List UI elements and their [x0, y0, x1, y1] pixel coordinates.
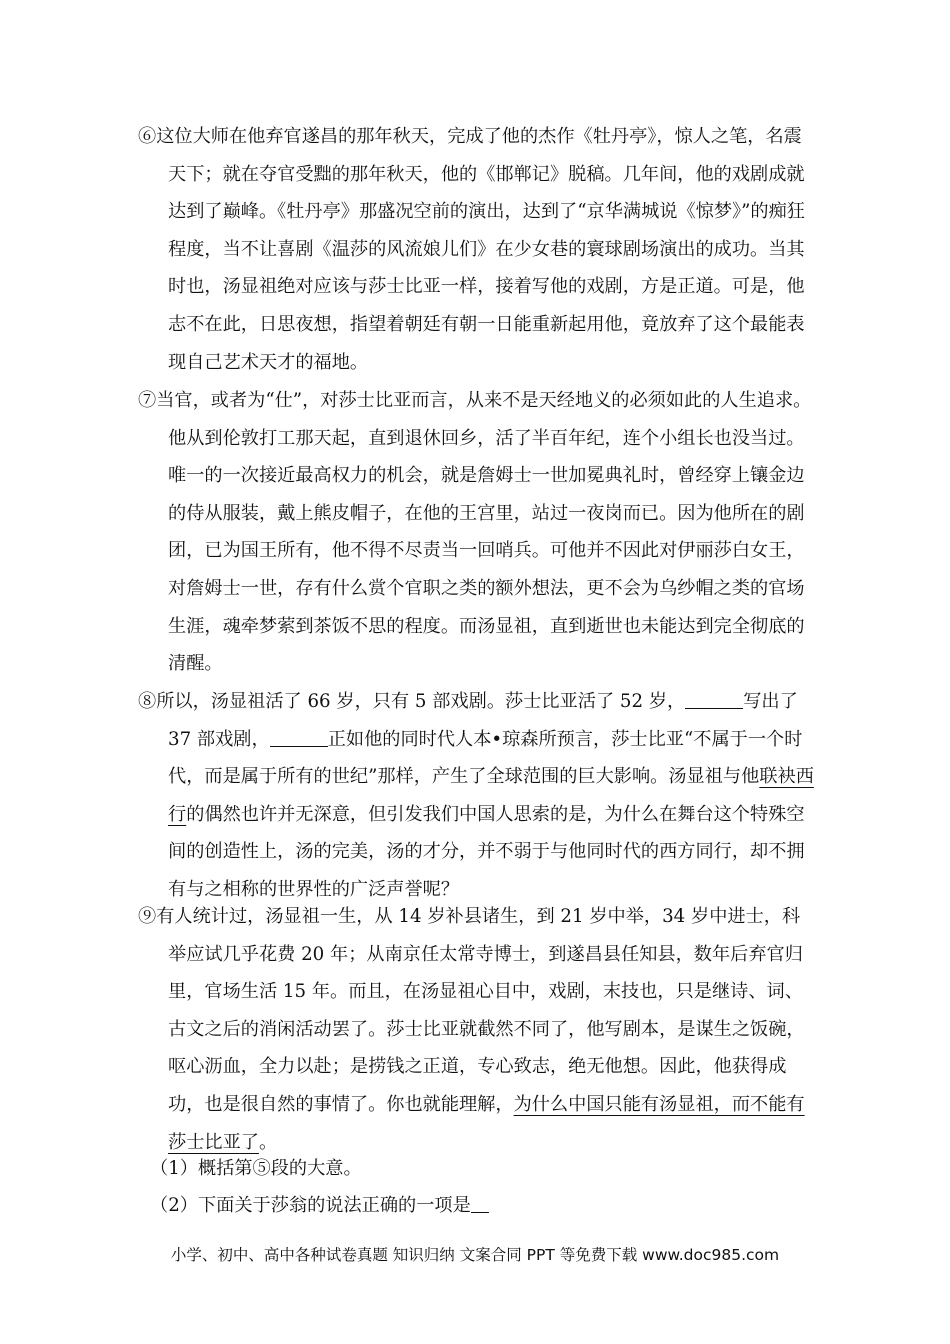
question-2-text: （2）下面关于莎翁的说法正确的一项是 — [150, 1195, 471, 1216]
underlined-phrase-lianmei-xixing: 联袂西行 — [168, 766, 814, 825]
question-1 — [150, 1154, 362, 1184]
paragraph-8-part3: 正如他的同时代人本•琼森所预言，莎士比亚“不属于一个时代，而是属于所有的世纪”那样，产生了全球范围的巨大影响。汤显祖与他 — [168, 728, 803, 788]
paragraph-6-text: ⑥这位大师在他弃官遂昌的那年秋天，完成了他的杰作《牡丹亭》，惊人之笔，名震天下；就在夺官受黜的那年秋天，他的《邯郸记》脱稿。几年间，他的戏剧成就达到了巅峰。《牡丹亭》那盛况空前的演出，达到了“京华满城说《惊梦》”的痴狂程度，当不让喜剧《温莎的风流娘儿们》在少女巷的寰球剧场演出的成功。当其时也，汤显祖绝对应该与莎士比亚一样，接着写他的戏剧，方是正道。可是，他志不在此，日思夜想，指望着朝廷有朝一日能重新起用他，竟放弃了这个最能表现自己艺术天才的福地。 — [138, 126, 805, 373]
answer-blank[interactable] — [471, 1192, 489, 1213]
paragraph-7 — [138, 382, 818, 683]
paragraph-9 — [138, 898, 818, 1161]
underlined-sentence-why-china: 为什么中国只能有汤显祖，而不能有莎士比亚了 — [168, 1093, 805, 1153]
paragraph-7-text: ⑦当官，或者为“仕”，对莎士比亚而言，从来不是天经地义的必须如此的人生追求。他从到伦敦打工那天起，直到退休回乡，活了半百年纪，连个小组长也没当过。唯一的一次接近最高权力的机会，就是詹姆士一世加冕典礼时，曾经穿上镶金边的侍从服装，戴上熊皮帽子，在他的王宫里，站过一夜岗而已。因为他所在的剧团，已为国王所有，他不得不尽责当一回哨兵。可他并不因此对伊丽莎白女王，对詹姆士一世，存有什么赏个官职之类的额外想法，更不会为乌纱帽之类的官场生涯，魂牵梦萦到茶饭不思的程度。而汤显祖，直到逝世也未能达到完全彻底的清醒。 — [138, 390, 812, 675]
paragraph-9-end: 。 — [258, 1131, 278, 1153]
fill-blank-2[interactable] — [270, 726, 328, 747]
paragraph-8-part4: 的偶然也许并无深意，但引发我们中国人思索的是，为什么在舞台这个特殊空间的创造性上，汤的完美，汤的才分，并不弱于与他同时代的西方同行，却不拥有与之相称的世界性的广泛声誉呢？ — [168, 803, 805, 900]
paragraph-9-part1: ⑨有人统计过，汤显祖一生，从 14 岁补县诸生，到 21 岁中举，34 岁中进士，科举应试几乎花费 20 年；从南京任太常寺博士，到遂昌县任知县，数年后弃官归里，官场生活 15 年。而且，在汤显祖心目中，戏剧，末技也，只是继诗、词、古文之后的消闲活动罢了。莎士比亚就截然不同了，他写剧本，是谋生之饭碗，呕心沥血，全力以赴；是捞钱之正道，专心致志，绝无他想。因此，他获得成功，也是很自然的事情了。你也就能理解， — [138, 906, 805, 1115]
paragraph-8 — [138, 683, 818, 909]
page-footer — [0, 1243, 950, 1265]
question-2 — [150, 1191, 489, 1221]
paragraph-8-part2: 写出了 37 部戏剧， — [168, 691, 798, 750]
fill-blank-1[interactable] — [685, 688, 743, 709]
paragraph-8-part1: ⑧所以，汤显祖活了 66 岁，只有 5 部戏剧。莎士比亚活了 52 岁， — [138, 691, 686, 712]
paragraph-6 — [138, 118, 818, 381]
question-1-text: （1）概括第⑤段的大意。 — [150, 1158, 362, 1179]
footer-text: 小学、初中、高中各种试卷真题 知识归纳 文案合同 PPT 等免费下载 www.doc985.com — [170, 1246, 780, 1264]
